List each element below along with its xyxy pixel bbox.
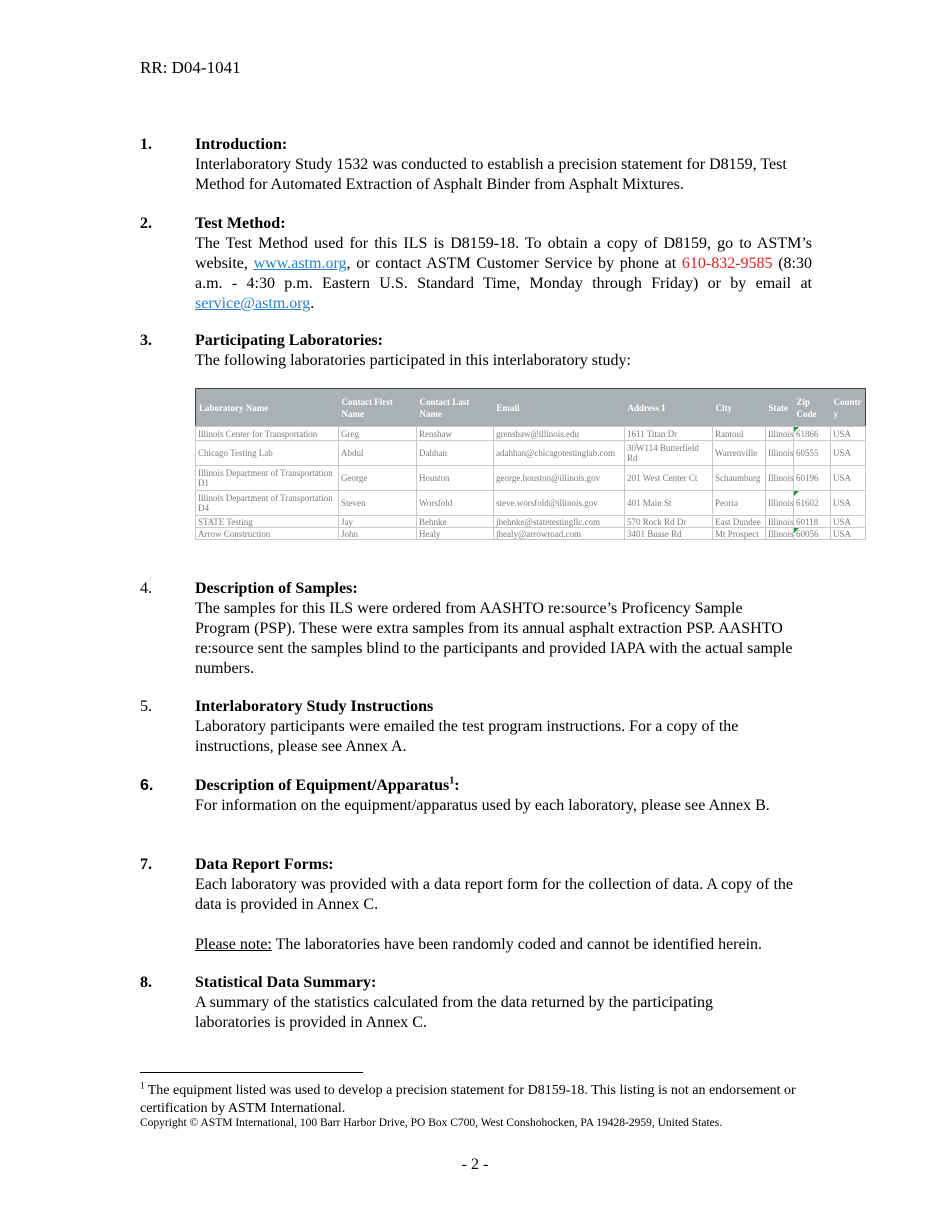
table-cell: 570 Rock Rd Dr — [625, 516, 713, 528]
section-data-report-forms — [140, 855, 812, 955]
table-cell: USA — [831, 466, 866, 491]
section-participating-laboratories — [140, 331, 812, 371]
table-cell: East Dundee — [713, 516, 766, 528]
column-header: Contact Last Name — [417, 389, 494, 427]
section-study-instructions — [140, 697, 812, 757]
section-text: The samples for this ILS were ordered from AASHTO re:source’s Proficency Sample Program (PSP). These were extra samples from its annual asphalt extraction PSP. AASHTO re:source sent the samples blind to the participants and provided IAPA with the actual sample numbers. — [195, 600, 793, 677]
table-cell: Illinois — [766, 427, 794, 441]
text-part: . — [310, 295, 315, 312]
table-cell: 60056 — [794, 528, 831, 540]
table-row — [196, 427, 866, 441]
section-number: 4. — [140, 580, 152, 597]
text-part: (8:30 a.m. - 4:30 p.m. Eastern U.S. Standard Time, Monday through Friday) or by email at — [195, 255, 813, 292]
table-row — [196, 491, 866, 516]
table-cell: steve.worsfold@illinois.gov — [494, 491, 625, 516]
page-number: - 2 - — [461, 1156, 489, 1173]
table-cell: Illinois Department of Transportation D1 — [196, 466, 339, 491]
astm-website-link[interactable]: www.astm.org — [253, 255, 347, 272]
title-text: Description of Equipment/Apparatus — [195, 777, 450, 794]
table-cell: Illinois — [766, 528, 794, 540]
section-description-of-samples — [140, 579, 812, 679]
table-cell: Healy — [417, 528, 494, 540]
section-test-method — [140, 214, 812, 314]
note-label: Please note: — [195, 936, 272, 953]
footnote — [140, 1082, 800, 1118]
table-cell: Mt Prospect — [713, 528, 766, 540]
table-cell: Chicago Testing Lab — [196, 441, 339, 466]
section-title: Introduction: — [195, 136, 288, 153]
table-cell: Illinois — [766, 466, 794, 491]
section-text: Each laboratory was provided with a data report form for the collection of data. A copy of the data is provided in Annex C. — [195, 876, 794, 913]
table-cell: 60118 — [794, 516, 831, 528]
section-statistical-summary — [140, 973, 812, 1033]
table-cell: 60196 — [794, 466, 831, 491]
table-cell: jbehnke@statetestingllc.com — [494, 516, 625, 528]
table-cell: 30W114 Butterfield Rd — [625, 441, 713, 466]
phone-number: 610-832-9585 — [681, 255, 773, 272]
report-id-header: RR: D04-1041 — [140, 58, 241, 77]
table-row — [196, 528, 866, 540]
table-cell: grenshaw@illinois.edu — [494, 427, 625, 441]
column-header: Contact First Name — [339, 389, 417, 427]
table-cell: USA — [831, 516, 866, 528]
table-cell: USA — [831, 441, 866, 466]
table-row — [196, 466, 866, 491]
table-cell: Greg — [339, 427, 417, 441]
footnote-text: The equipment listed was used to develop a precision statement for D8159-18. This listing is not an endorsement or certification by ASTM International. — [140, 1083, 796, 1116]
table-cell: 401 Main St — [625, 491, 713, 516]
table-cell: Rantoul — [713, 427, 766, 441]
table-cell: Warrenville — [713, 441, 766, 466]
please-note — [195, 935, 812, 955]
table-header-row — [196, 389, 866, 427]
column-header: City — [713, 389, 766, 427]
text-part: The Test Method used for this ILS is D8159-18. To obtain a copy of D8159, go to ASTM’s website, — [195, 235, 812, 272]
table-cell: George — [339, 466, 417, 491]
table-cell: Worsfold — [417, 491, 494, 516]
text-part: , or contact ASTM Customer Service by phone at — [346, 255, 682, 272]
laboratories-table — [195, 388, 866, 540]
section-text: Interlaboratory Study 1532 was conducted to establish a precision statement for D8159, Test Method for Automated Extraction of Asphalt Binder from Asphalt Mixtures. — [195, 156, 787, 193]
section-title — [195, 776, 812, 796]
section-title: Description of Samples: — [195, 580, 358, 597]
table-cell: 3401 Busse Rd — [625, 528, 713, 540]
section-title: Interlaboratory Study Instructions — [195, 698, 434, 715]
column-header: State — [766, 389, 794, 427]
column-header: Zip Code — [794, 389, 831, 427]
column-header: Countr y — [831, 389, 866, 427]
section-title: Data Report Forms: — [195, 856, 334, 873]
section-equipment — [140, 776, 812, 816]
table-cell: Abdul — [339, 441, 417, 466]
table-cell: Jay — [339, 516, 417, 528]
section-title: Statistical Data Summary: — [195, 974, 377, 991]
column-header: Email — [494, 389, 625, 427]
table-row — [196, 441, 866, 466]
section-text: For information on the equipment/apparatus used by each laboratory, please see Annex B. — [195, 797, 770, 814]
table-cell: 61866 — [794, 427, 831, 441]
table-cell: Houston — [417, 466, 494, 491]
footnote-divider — [140, 1072, 363, 1073]
table-cell: Schaumburg — [713, 466, 766, 491]
section-title: Participating Laboratories: — [195, 332, 383, 349]
section-text: Laboratory participants were emailed the test program instructions. For a copy of the instructions, please see Annex A. — [195, 718, 739, 755]
table-cell: USA — [831, 427, 866, 441]
section-text — [195, 234, 812, 314]
table-cell: USA — [831, 528, 866, 540]
table-cell: 60555 — [794, 441, 831, 466]
table-cell: 201 West Center Ct — [625, 466, 713, 491]
service-email-link[interactable]: service@astm.org — [195, 295, 311, 312]
table-cell: Behnke — [417, 516, 494, 528]
section-number: 1. — [140, 136, 152, 153]
table-cell: Arrow Construction — [196, 528, 339, 540]
table-cell: Steven — [339, 491, 417, 516]
table-cell: Dahhan — [417, 441, 494, 466]
table-cell: Illinois Center for Transportation — [196, 427, 339, 441]
section-number: 5. — [140, 698, 152, 715]
copyright-notice: Copyright © ASTM International, 100 Barr Harbor Drive, PO Box C700, West Conshohocken, PA 19428-2959, United States. — [140, 1117, 723, 1129]
laboratories-table-wrapper — [195, 388, 865, 540]
section-number: 3. — [140, 332, 152, 349]
section-introduction — [140, 135, 812, 195]
table-row — [196, 516, 866, 528]
table-cell: jhealy@arrowroad.com — [494, 528, 625, 540]
table-cell: 61602 — [794, 491, 831, 516]
table-cell: Illinois — [766, 491, 794, 516]
table-cell: Illinois — [766, 516, 794, 528]
section-number: 2. — [140, 215, 152, 232]
section-text: The following laboratories participated in this interlaboratory study: — [195, 352, 631, 369]
section-number: 8. — [140, 974, 152, 991]
table-cell: 1611 Titan Dr — [625, 427, 713, 441]
footnote-number: 1 — [140, 1080, 145, 1091]
table-cell: Renshaw — [417, 427, 494, 441]
table-cell: Peoria — [713, 491, 766, 516]
table-cell: george.houston@illinois.gov — [494, 466, 625, 491]
table-cell: adahhan@chicagotestinglab.com — [494, 441, 625, 466]
table-cell: STATE Testing — [196, 516, 339, 528]
column-header: Laboratory Name — [196, 389, 339, 427]
title-colon: : — [454, 777, 460, 794]
table-cell: John — [339, 528, 417, 540]
section-number: 7. — [140, 856, 152, 873]
column-header: Address 1 — [625, 389, 713, 427]
table-cell: Illinois — [766, 441, 794, 466]
note-text: The laboratories have been randomly coded and cannot be identified herein. — [271, 936, 763, 953]
footnote-marker: 1 — [449, 775, 455, 787]
section-text: A summary of the statistics calculated from the data returned by the participating laboratories is provided in Annex C. — [195, 994, 714, 1031]
table-cell: Illinois Department of Transportation D4 — [196, 491, 339, 516]
table-cell: USA — [831, 491, 866, 516]
section-number: 6. — [140, 777, 154, 794]
section-title: Test Method: — [195, 215, 286, 232]
